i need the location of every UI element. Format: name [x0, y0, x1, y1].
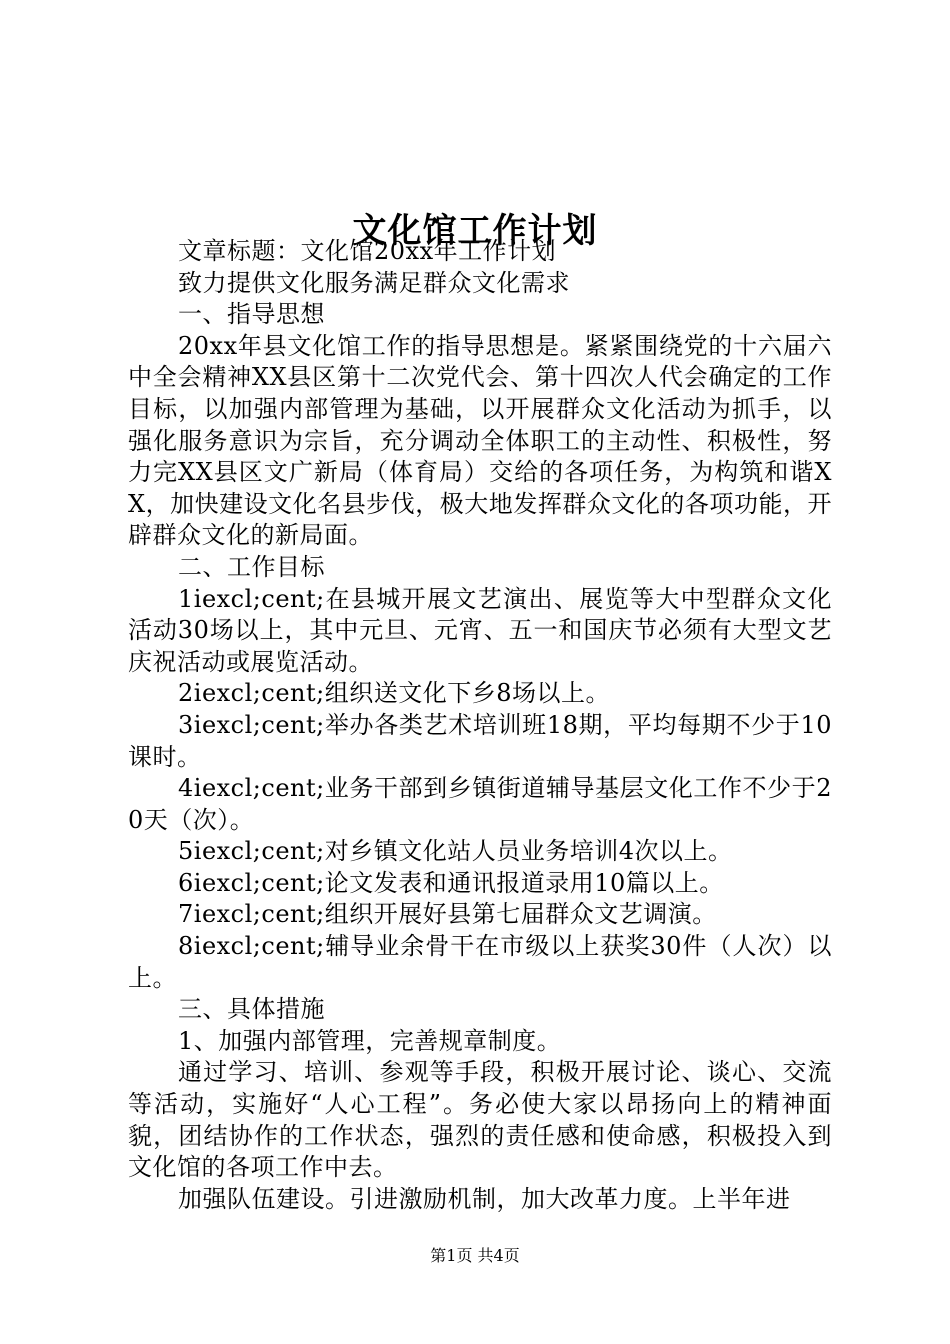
- subtitle-line: 致力提供文化服务满足群众文化需求: [178, 268, 570, 297]
- goal-item-8: 8iexcl;cent;辅导业余骨干在市级以上获奖30件（人次）以上。: [128, 932, 832, 992]
- paragraph-guiding-thought: 20xx年县文化馆工作的指导思想是。紧紧围绕党的十六届六中全会精神XX县区第十二次党代会、第十四次人代会确定的工作目标，以加强内部管理为基础，以开展群众文化活动为抓手，以强化服务意识为宗旨，充分调动全体职工的主动性、积极性，努力完XX县区文广新局（体育局）交给的各项任务，为构筑和谐XX，加快建设文化名县步伐，极大地发挥群众文化的各项功能，开辟群众文化的新局面。: [128, 331, 832, 550]
- goal-item-4: 4iexcl;cent;业务干部到乡镇街道辅导基层文化工作不少于20天（次）。: [128, 774, 832, 834]
- page-footer: 第1页 共4页: [430, 1246, 520, 1265]
- section-heading-work-goals: 二、工作目标: [178, 552, 325, 581]
- section-heading-guiding-thought: 一、指导思想: [178, 300, 325, 329]
- paragraph-measure-1: 通过学习、培训、参观等手段，积极开展讨论、谈心、交流等活动，实施好“人心工程”。务必使大家以昂扬向上的精神面貌，团结协作的工作状态，强烈的责任感和使命感，积极投入到文化馆的各项工作中去。: [128, 1058, 832, 1182]
- paragraph-team-building: 加强队伍建设。引进激励机制，加大改革力度。上半年进: [178, 1184, 791, 1213]
- article-title-line: 文章标题：文化馆20xx年工作计划: [178, 237, 557, 265]
- section-heading-measures: 三、具体措施: [178, 995, 325, 1024]
- goal-item-7: 7iexcl;cent;组织开展好县第七届群众文艺调演。: [178, 900, 717, 929]
- goal-item-3: 3iexcl;cent;举办各类艺术培训班18期，平均每期不少于10课时。: [128, 710, 832, 771]
- measure-heading-1: 1、加强内部管理，完善规章制度。: [178, 1026, 562, 1055]
- goal-item-1: 1iexcl;cent;在县城开展文艺演出、展览等大中型群众文化活动30场以上，其中元旦、元宵、五一和国庆节必须有大型文艺庆祝活动或展览活动。: [128, 584, 832, 676]
- goal-item-6: 6iexcl;cent;论文发表和通讯报道录用10篇以上。: [178, 868, 724, 897]
- document-title: 文化馆工作计划: [352, 210, 598, 251]
- goal-item-2: 2iexcl;cent;组织送文化下乡8场以上。: [178, 679, 610, 708]
- document-body: [128, 236, 832, 1215]
- goal-item-5: 5iexcl;cent;对乡镇文化站人员业务培训4次以上。: [178, 837, 733, 866]
